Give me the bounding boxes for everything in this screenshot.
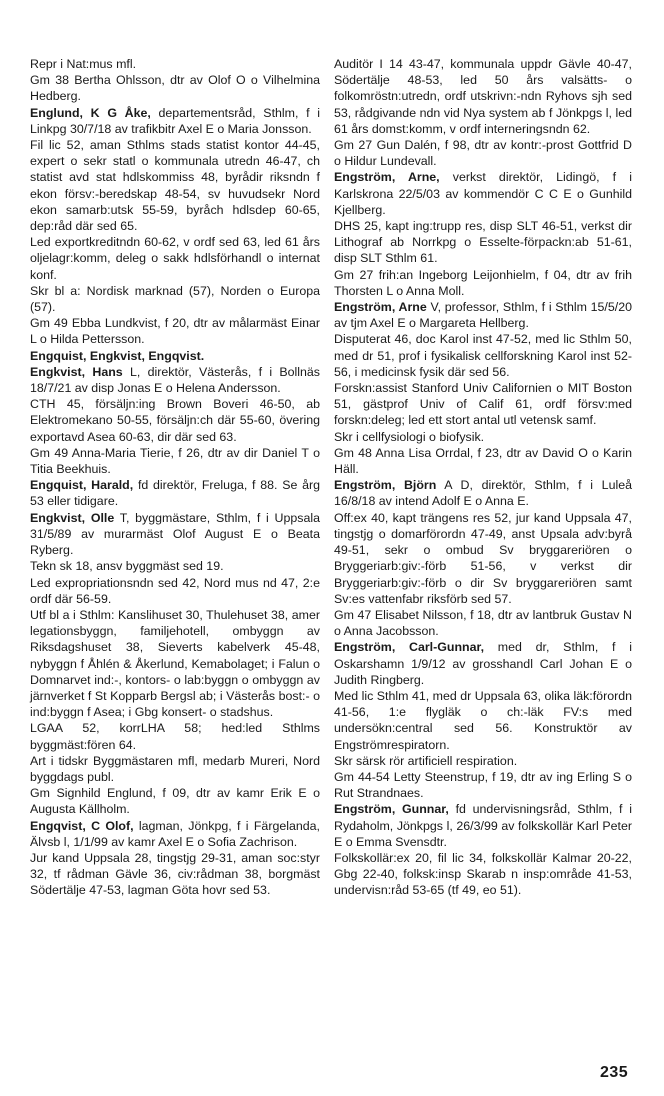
entry-paragraph	[334, 267, 632, 299]
entry-paragraph	[30, 720, 320, 752]
entry-paragraph	[30, 558, 320, 574]
entry-name: Engström, Arne,	[334, 170, 440, 185]
entry-text: Gm 27 Gun Dalén, f 98, dtr av kontr:-prost Gottfrid D o Hildur Lundevall.	[334, 138, 632, 169]
entry-text: Tekn sk 18, ansv byggmäst sed 19.	[30, 559, 224, 574]
entry-text: Forskn:assist Stanford Univ Californien o MIT Boston 51, gästprof Univ of Calif 61, ordf försv:med forskn:deleg; led ett stort antal utl vetensk samf.	[334, 381, 632, 428]
entry-text: verkst direktör, Lidingö, f i Karlskrona 22/5/03 av kommendör C C E o Gunhild Kjellberg.	[334, 170, 632, 217]
page-number: 235	[600, 1064, 629, 1081]
biography-entry	[30, 818, 320, 850]
entry-paragraph	[334, 850, 632, 899]
biography-entry	[30, 348, 320, 364]
entry-paragraph	[334, 331, 632, 380]
entry-text: T, byggmästare, Sthlm, f i Uppsala 31/5/89 av murarmäst Olof August E o Beata Ryberg.	[30, 510, 320, 558]
entry-name: Engström, Björn	[334, 478, 437, 493]
entry-text: fd direktör, Freluga, f 88. Se årg 53 eller tidigare.	[30, 478, 321, 509]
entry-text: LGAA 52, korrLHA 58; hed:led Sthlms byggmäst:fören 64.	[30, 721, 320, 752]
biography-entry	[30, 477, 320, 509]
entry-text: Jur kand Uppsala 28, tingstjg 29-31, aman soc:styr 32, tf rådman Gävle 36, civ:rådman 38, borgmäst Södertälje 47-53, lagman Göta hovr sed 53.	[30, 850, 320, 898]
entry-text: med dr, Sthlm, f i Oskarshamn 1/9/12 av grosshandl Carl Johan E o Judith Ringberg.	[334, 640, 632, 687]
entry-paragraph	[334, 429, 632, 445]
entry-text: Disputerat 46, doc Karol inst 47-52, med lic Sthlm 50, med dr 51, prof i fysikalisk cellforskning Karol inst 52-56, i medicinsk fysik där sed 56.	[334, 332, 632, 379]
biography-entry	[334, 299, 632, 331]
entry-text: Led expropriationsndn sed 42, Nord mus nd 47, 2:e ordf där 56-59.	[30, 575, 320, 606]
entry-paragraph	[334, 137, 632, 169]
entry-text: Folkskollär:ex 20, fil lic 34, folkskollär Kalmar 20-22, Gbg 22-40, folksk:insp Skarab n insp:område 41-53, undervisn:råd 53-65 (tf 49, eo 51).	[334, 850, 632, 898]
entry-text: Auditör I 14 43-47, kommunala uppdr Gävle 40-47, Södertälje 48-53, led 50 års valsätts- o folkomröstn:utredn, ordf utskrivn:-ndn Ryhovs sjh sed 53, rådgivande ndn vid Nya system ab f Jönkpgs l, led 61 års domst:komm, v ordf interneringsndn 62.	[334, 57, 632, 136]
entry-paragraph	[30, 396, 320, 445]
entry-text: Gm 38 Bertha Ohlsson, dtr av Olof O o Vilhelmina Hedberg.	[30, 73, 320, 104]
entry-text: Med lic Sthlm 41, med dr Uppsala 63, olika läk:förordn 41-56, 1:e flygläk o ch:-läk FV:s med undersökn:central sed 56. Konstruktör av Engströmrespiratorn.	[334, 688, 632, 752]
entry-paragraph	[334, 688, 632, 753]
entry-text: Art i tidskr Byggmästaren mfl, medarb Mureri, Nord byggdags publ.	[30, 753, 320, 784]
entry-text: Gm 44-54 Letty Steenstrup, f 19, dtr av ing Erling S o Rut Strandnaes.	[334, 769, 632, 801]
entry-text: Off:ex 40, kapt trängens res 52, jur kand Uppsala 47, tingstjg o domarförordn 47-49, anst Upsala adv:byrå 49-51, sekr o ombud Sv bryggareriören o Bryggeriarb:giv:-förb 51-56, v verkst dir Bryggeriarb:giv:-förb o dir Sv bryggareriören samt Sv:es vattenfabr riksförb sed 57.	[334, 510, 632, 606]
right-column	[334, 56, 632, 899]
entry-text: fd undervisningsråd, Sthlm, f i Rydaholm, Jönkpgs l, 26/3/99 av folkskollär Karl Peter E o Emma Svensdtr.	[334, 802, 632, 849]
left-column	[30, 56, 320, 899]
biography-entry	[334, 477, 632, 509]
entry-text: Gm 49 Anna-Maria Tierie, f 26, dtr av dir Daniel T o Titia Beekhuis.	[30, 445, 320, 477]
entry-paragraph	[30, 315, 320, 347]
entry-name: Engström, Carl-Gunnar,	[334, 640, 485, 655]
entry-paragraph	[334, 769, 632, 801]
entry-paragraph	[30, 850, 320, 899]
entry-name: Engqvist, C Olof,	[30, 818, 134, 833]
entry-text: Fil lic 52, aman Sthlms stads statist kontor 44-45, expert o sekr statl o kommunala utredn 46-47, ch statist avd stat hdlskommiss 48, byrådir riksndn f ekon försv:-beredskap 48-54, sv huvudsekr Nord ekon samarb:utsk 55-59, byråch hdlsdep 60-65, dep:råd där sed 65.	[30, 138, 320, 234]
entry-text: V, professor, Sthlm, f i Sthlm 15/5/20 av tjm Axel E o Margareta Hellberg.	[334, 300, 632, 331]
entry-paragraph	[334, 510, 632, 607]
entry-text: DHS 25, kapt ing:trupp res, disp SLT 46-51, verkst dir Lithograf ab Norrkpg o Esselte-förpackn:ab 51-61, disp SLT Sthlm 61.	[334, 219, 632, 266]
entry-paragraph	[334, 607, 632, 639]
entry-text: Utf bl a i Sthlm: Kanslihuset 30, Thulehuset 38, amer legationsbyggn, familjehotell, ombyggn av Riksdagshuset 38, Sieverts kabelverk 45-48, nybyggn f Åhlén & Åkerlund, Kemabolaget; i Falun o Domnarvet ind:-, kontors- o lab:byggn o ombyggn av järnverket f St Kopparb Bergsl ab; i Västerås bost:- o ind:byggn f Asea; i Gbg konsert- o stadshus.	[30, 607, 320, 720]
entry-paragraph	[30, 137, 320, 234]
entry-text: departementsråd, Sthlm, f i Linkpg 30/7/18 av trafikbitr Axel E o Maria Jonsson.	[30, 105, 320, 136]
biography-entry	[334, 801, 632, 850]
entry-text: lagman, Jönkpg, f i Färgelanda, Älvsb l, 1/1/99 av kamr Axel E o Sofia Zachrison.	[30, 818, 320, 849]
entry-name: Engström, Gunnar,	[334, 802, 449, 817]
entry-name: Engström, Arne	[334, 300, 427, 315]
biography-entry	[334, 639, 632, 688]
entry-name: Englund, K G Åke,	[30, 105, 151, 120]
entry-name: Engkvist, Hans	[30, 364, 123, 379]
entry-text: A D, direktör, Sthlm, f i Luleå 16/8/18 av intend Adolf E o Anna E.	[334, 478, 632, 509]
entry-text: CTH 45, försäljn:ing Brown Boveri 46-50, ab Elektromekano 50-55, försäljn:ch där 55-60, övering exportavd Asea 60-63, dir där sed 63.	[30, 397, 320, 444]
entry-paragraph	[334, 445, 632, 477]
entry-paragraph	[334, 56, 632, 137]
entry-text: Gm Signhild Englund, f 09, dtr av kamr Erik E o Augusta Källholm.	[30, 786, 320, 817]
entry-paragraph	[334, 218, 632, 267]
entry-name: Engkvist, Olle	[30, 510, 115, 525]
entry-paragraph	[30, 445, 320, 477]
entry-text: Skr i cellfysiologi o biofysik.	[334, 429, 485, 444]
entry-paragraph	[334, 380, 632, 429]
entry-paragraph	[334, 753, 632, 769]
entry-paragraph	[30, 234, 320, 283]
entry-text: Gm 49 Ebba Lundkvist, f 20, dtr av målarmäst Einar L o Hilda Pettersson.	[30, 316, 320, 347]
entry-text: Skr bl a: Nordisk marknad (57), Norden o Europa (57).	[30, 283, 320, 315]
entry-paragraph	[30, 785, 320, 817]
entry-text: Gm 47 Elisabet Nilsson, f 18, dtr av lantbruk Gustav N o Anna Jacobsson.	[334, 607, 632, 639]
entry-name: Engquist, Harald,	[30, 478, 134, 493]
entry-text: Repr i Nat:mus mfl.	[30, 57, 137, 71]
entry-paragraph	[30, 72, 320, 104]
biography-entry	[334, 169, 632, 218]
entry-text: Gm 27 frih:an Ingeborg Leijonhielm, f 04, dtr av frih Thorsten L o Anna Moll.	[334, 267, 632, 298]
biography-entry	[30, 364, 320, 396]
entry-paragraph	[30, 56, 320, 72]
entry-text: Gm 48 Anna Lisa Orrdal, f 23, dtr av David O o Karin Häll.	[334, 445, 632, 477]
entry-paragraph	[30, 575, 320, 607]
entry-paragraph	[30, 753, 320, 785]
entry-name: Engquist, Engkvist, Engqvist.	[30, 348, 205, 363]
entry-text: Skr särsk rör artificiell respiration.	[334, 753, 518, 768]
entry-paragraph	[30, 607, 320, 720]
biography-entry	[30, 105, 320, 137]
entry-text: L, direktör, Västerås, f i Bollnäs 18/7/21 av disp Jonas E o Helena Andersson.	[30, 364, 321, 396]
entry-text: Led exportkreditndn 60-62, v ordf sed 63, led 61 års oljelagr:komm, deleg o sakk hdlsförhandl o internat konf.	[30, 235, 320, 282]
biography-entry	[30, 510, 320, 559]
entry-paragraph	[30, 283, 320, 315]
